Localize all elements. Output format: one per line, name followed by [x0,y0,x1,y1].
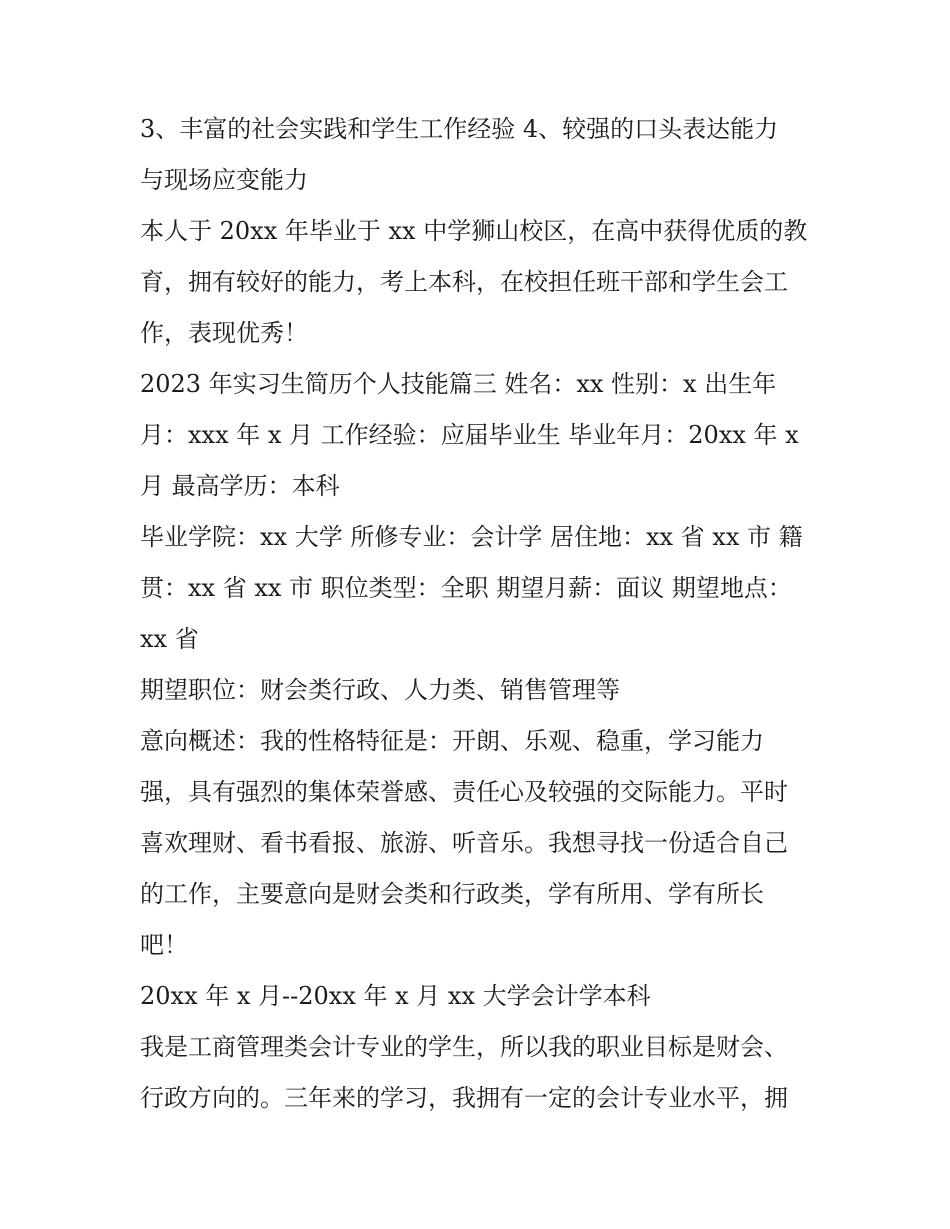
document-body [140,104,815,1124]
paragraph-education-info: 毕业学院：xx 大学 所修专业：会计学 居住地：xx 省 xx 市 籍 贯：xx 省 xx 市 职位类型：全职 期望月薪：面议 期望地点： xx 省 [140,523,803,653]
paragraph-basic-info: 2023 年实习生简历个人技能篇三 姓名：xx 性别：x 出生年 月：xxx 年 x 月 工作经验：应届毕业生 毕业年月：20xx 年 x 月 最高学历：本科 [140,370,799,500]
paragraph-self-intro: 本人于 20xx 年毕业于 xx 中学狮山校区，在高中获得优质的教 育，拥有较好的能力，考上本科，在校担任班干部和学生会工 作，表现优秀！ [140,217,808,347]
paragraph-desired-position: 期望职位：财会类行政、人力类、销售管理等 [140,676,620,704]
paragraph-skills-3-4: 3、丰富的社会实践和学生工作经验 4、较强的口头表达能力 与现场应变能力 [140,115,779,194]
paragraph-intention-summary: 意向概述：我的性格特征是：开朗、乐观、稳重，学习能力 强，具有强烈的集体荣誉感、责任心及较强的交际能力。平时 喜欢理财、看书看报、旅游、听音乐。我想寻找一份适合自己 的工作，主要意向是财会类和行政类，学有所用、学有所长 吧！ [140,727,788,959]
paragraph-career-goal: 我是工商管理类会计专业的学生，所以我的职业目标是财会、 行政方向的。三年来的学习，我拥有一定的会计专业水平，拥 [140,1033,788,1112]
paragraph-education-period: 20xx 年 x 月--20xx 年 x 月 xx 大学会计学本科 [140,982,651,1010]
